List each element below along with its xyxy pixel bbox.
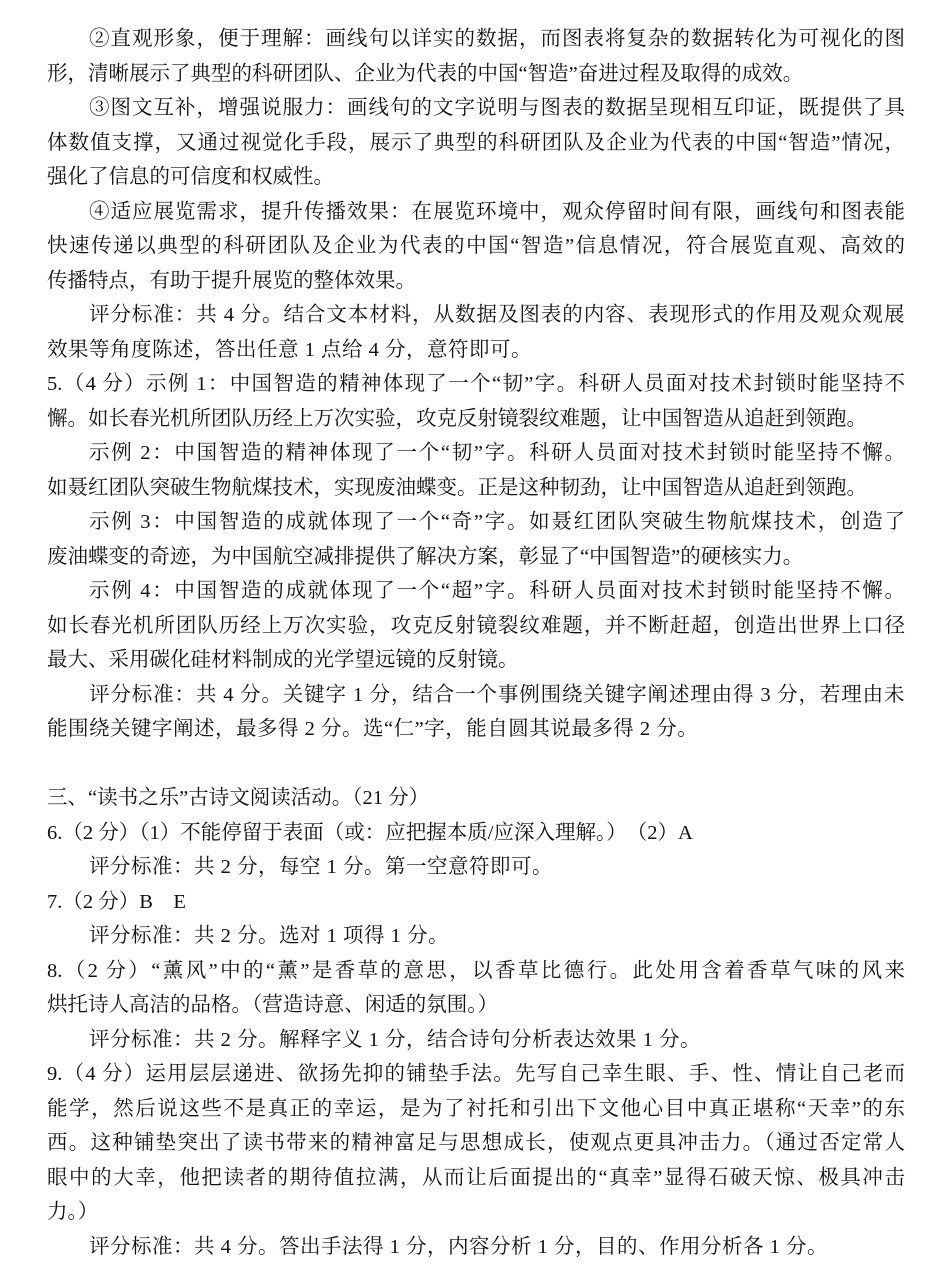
answer-paragraph <box>47 367 905 436</box>
answer-paragraph <box>47 574 905 678</box>
text-line: 传播特点，有助于提升展览的整体效果。 <box>47 269 416 292</box>
text-line: 三、“读书之乐”古诗文阅读活动。（21 分） <box>47 787 430 809</box>
text-line: ③图文互补，增强说服力：画线句的文字说明与图表的数据呈现相互印证，既提供了具 <box>89 97 905 119</box>
text-line: 强化了信息的可信度和权威性。 <box>47 166 334 188</box>
answer-paragraph <box>47 1057 905 1230</box>
grading-criteria-paragraph <box>47 850 905 885</box>
grading-criteria-paragraph <box>47 1023 905 1058</box>
grading-criteria-paragraph <box>47 1230 905 1265</box>
text-line: 体数值支撑，又通过视觉化手段，展示了典型的科研团队及企业为代表的中国“智造”情况， <box>47 131 905 154</box>
text-line: 能学，然后说这些不是真正的幸运，是为了衬托和引出下文他心目中真正堪称“天幸”的东 <box>47 1097 905 1120</box>
text-line: 评分标准：共 4 分。结合文本材料，从数据及图表的内容、表现形式的作用及观众观展 <box>89 304 905 326</box>
text-line: ④适应展览需求，提升传播效果：在展览环境中，观众停留时间有限，画线句和图表能 <box>89 200 905 223</box>
text-line: 示例 4：中国智造的成就体现了一个“超”字。科研人员面对技术封锁时能坚持不懈。 <box>89 580 905 602</box>
text-line: 废油蝶变的奇迹，为中国航空减排提供了解决方案，彰显了“中国智造”的硬核实力。 <box>47 545 804 568</box>
answer-paragraph <box>47 436 905 505</box>
answer-paragraph <box>47 885 905 920</box>
grading-criteria-paragraph <box>47 919 905 954</box>
text-line: 9.（4 分）运用层层递进、欲扬先抑的铺垫手法。先写自己幸生眼、手、性、情让自己老而 <box>47 1063 905 1085</box>
text-line: 能围绕关键字阐述，最多得 2 分。选“仁”字，能自圆其说最多得 2 分。 <box>47 718 699 740</box>
grading-criteria-paragraph <box>47 298 905 367</box>
answer-paragraph <box>47 816 905 851</box>
answer-key-document <box>47 22 905 1264</box>
answer-paragraph <box>47 91 905 195</box>
text-line: ②直观形象，便于理解：画线句以详实的数据，而图表将复杂的数据转化为可视化的图 <box>89 28 905 50</box>
grading-criteria-paragraph <box>47 678 905 747</box>
text-line: 最大、采用碳化硅材料制成的光学望远镜的反射镜。 <box>47 649 519 671</box>
text-line: 示例 2：中国智造的精神体现了一个“韧”字。科研人员面对技术封锁时能坚持不懈。 <box>89 442 905 464</box>
section-heading <box>47 781 905 816</box>
answer-paragraph <box>47 505 905 574</box>
text-line: 快速传递以典型的科研团队及企业为代表的中国“智造”信息情况，符合展览直观、高效的 <box>47 235 905 257</box>
answer-paragraph <box>47 22 905 91</box>
text-line: 评分标准：共 2 分。选对 1 项得 1 分。 <box>89 925 449 947</box>
text-line: 如聂红团队突破生物航煤技术，实现废油蝶变。正是这种韧劲，让中国智造从追赶到领跑。 <box>47 476 867 499</box>
text-line: 西。这种铺垫突出了读书带来的精神富足与思想成长，使观点更具冲击力。（通过否定常人 <box>47 1132 905 1154</box>
text-line: 评分标准：共 4 分。答出手法得 1 分，内容分析 1 分，目的、作用分析各 1 分。 <box>89 1235 828 1258</box>
text-line: 8.（2 分）“薰风”中的“薰”是香草的意思，以香草比德行。此处用含着香草气味的风来 <box>47 959 905 982</box>
text-line: 5.（4 分）示例 1：中国智造的精神体现了一个“韧”字。科研人员面对技术封锁时能坚持不 <box>47 373 905 395</box>
text-line: 评分标准：共 4 分。关键字 1 分，结合一个事例围绕关键字阐述理由得 3 分，若理由未 <box>89 683 905 706</box>
answer-paragraph <box>47 954 905 1023</box>
text-line: 烘托诗人高洁的品格。（营造诗意、闲适的氛围。） <box>47 994 498 1016</box>
text-line: 评分标准：共 2 分，每空 1 分。第一空意符即可。 <box>89 856 553 878</box>
text-line: 形，清晰展示了典型的科研团队、企业为代表的中国“智造”奋进过程及取得的成效。 <box>47 62 804 85</box>
text-line: 7.（2 分）B E <box>47 890 186 913</box>
text-line: 评分标准：共 2 分。解释字义 1 分，结合诗句分析表达效果 1 分。 <box>89 1028 701 1051</box>
text-line: 6.（2 分）（1）不能停留于表面（或：应把握本质/应深入理解。） （2）A <box>47 821 693 844</box>
text-line: 示例 3：中国智造的成就体现了一个“奇”字。如聂红团队突破生物航煤技术，创造了 <box>89 511 905 533</box>
text-line: 懈。如长春光机所团队历经上万次实验，攻克反射镜裂纹难题，让中国智造从追赶到领跑。 <box>47 407 867 430</box>
spacer <box>47 747 905 782</box>
text-line: 如长春光机所团队历经上万次实验，攻克反射镜裂纹难题，并不断赶超，创造出世界上口径 <box>47 614 905 637</box>
text-line: 效果等角度陈述，答出任意 1 点给 4 分，意符即可。 <box>47 338 532 361</box>
text-line: 眼中的大幸，他把读者的期待值拉满，从而让后面提出的“真幸”显得石破天惊、极具冲击 <box>47 1166 905 1189</box>
text-line: 力。） <box>47 1201 99 1223</box>
answer-paragraph <box>47 195 905 299</box>
